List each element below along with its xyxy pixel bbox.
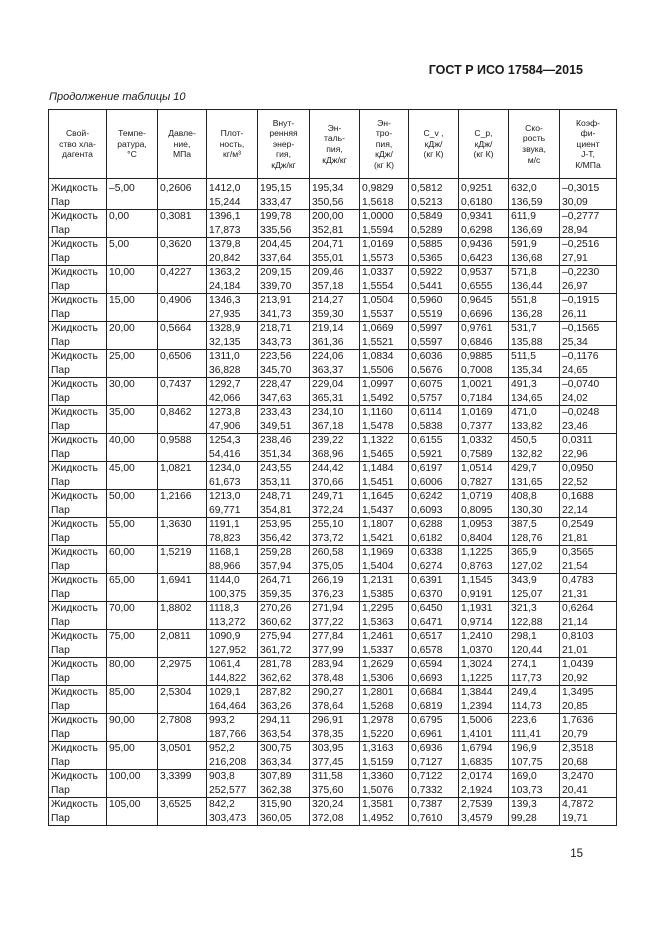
table-cell-cp: 1,0021 0,7184 — [459, 378, 509, 406]
table-cell-u: 233,43 349,51 — [258, 406, 310, 434]
table-cell-jt: –0,1565 25,34 — [560, 322, 617, 350]
table-cell-jt: –0,0248 23,46 — [560, 406, 617, 434]
table-cell-t: 10,00 — [107, 266, 158, 294]
table-cell-w: 429,7 131,65 — [509, 462, 560, 490]
table-cell-t: 55,00 — [107, 518, 158, 546]
table-cell-p: 1,2166 — [158, 490, 207, 518]
table-cell-t: 5,00 — [107, 238, 158, 266]
table-cell-w: 249,4 114,73 — [509, 686, 560, 714]
table-row — [49, 350, 617, 378]
table-cell-s: 1,2131 1,5385 — [360, 574, 409, 602]
table-cell-w: 571,8 136,44 — [509, 266, 560, 294]
table-row — [49, 742, 617, 770]
table-cell-t: 0,00 — [107, 210, 158, 238]
table-cell-jt: –0,1915 26,11 — [560, 294, 617, 322]
table-cell-cv: 0,6450 0,6471 — [409, 602, 459, 630]
table-cell-prop: Жидкость Пар — [49, 378, 107, 406]
table-cell-cp: 1,5006 1,4101 — [459, 714, 509, 742]
table-row — [49, 238, 617, 266]
table-cell-p: 3,0501 — [158, 742, 207, 770]
column-header: Внут- ренняя энер- гия, кДж/кг — [258, 110, 310, 179]
table-cell-p: 0,9588 — [158, 434, 207, 462]
table-cell-u: 228,47 347,63 — [258, 378, 310, 406]
table-cell-w: 591,9 136,68 — [509, 238, 560, 266]
table-cell-u: 270,26 360,62 — [258, 602, 310, 630]
table-cell-rho: 1029,1 164,464 — [207, 686, 258, 714]
table-cell-s: 1,0169 1,5573 — [360, 238, 409, 266]
table-cell-rho: 903,8 252,577 — [207, 770, 258, 798]
table-cell-prop: Жидкость Пар — [49, 742, 107, 770]
table-cell-jt: 1,0439 20,92 — [560, 658, 617, 686]
table-cell-cp: 1,0332 0,7589 — [459, 434, 509, 462]
table-cell-prop: Жидкость Пар — [49, 179, 107, 210]
table-cell-cp: 1,3024 1,1225 — [459, 658, 509, 686]
table-cell-cp: 0,9645 0,6696 — [459, 294, 509, 322]
table-cell-cv: 0,6594 0,6693 — [409, 658, 459, 686]
table-cell-jt: 3,2470 20,41 — [560, 770, 617, 798]
table-cell-t: 25,00 — [107, 350, 158, 378]
table-cell-cp: 2,7539 3,4579 — [459, 798, 509, 826]
table-cell-jt: 4,7872 19,71 — [560, 798, 617, 826]
table-cell-cp: 1,6794 1,6835 — [459, 742, 509, 770]
table-cell-cv: 0,5960 0,5519 — [409, 294, 459, 322]
table-cell-prop: Жидкость Пар — [49, 210, 107, 238]
table-cell-p: 0,7437 — [158, 378, 207, 406]
table-cell-u: 259,28 357,94 — [258, 546, 310, 574]
table-cell-cp: 0,9761 0,6846 — [459, 322, 509, 350]
table-cell-rho: 1379,8 20,842 — [207, 238, 258, 266]
table-cell-prop: Жидкость Пар — [49, 658, 107, 686]
table-row — [49, 179, 617, 210]
table-cell-h: 239,22 368,96 — [310, 434, 360, 462]
table-cell-u: 223,56 345,70 — [258, 350, 310, 378]
table-cell-h: 266,19 376,23 — [310, 574, 360, 602]
column-header: Свой- ство хла- дагента — [49, 110, 107, 179]
table-cell-w: 531,7 135,88 — [509, 322, 560, 350]
table-cell-cv: 0,5812 0,5213 — [409, 179, 459, 210]
table-cell-t: 70,00 — [107, 602, 158, 630]
table-body — [49, 179, 617, 826]
table-row — [49, 266, 617, 294]
table-cell-h: 200,00 352,81 — [310, 210, 360, 238]
table-cell-p: 0,4227 — [158, 266, 207, 294]
table-cell-jt: 0,8103 21,01 — [560, 630, 617, 658]
table-row — [49, 770, 617, 798]
table-cell-t: 15,00 — [107, 294, 158, 322]
table-row — [49, 294, 617, 322]
table-cell-rho: 1363,2 24,184 — [207, 266, 258, 294]
table-cell-cp: 0,9885 0,7008 — [459, 350, 509, 378]
table-cell-u: 209,15 339,70 — [258, 266, 310, 294]
table-cell-jt: 1,3495 20,85 — [560, 686, 617, 714]
table-header — [49, 110, 617, 179]
table-cell-rho: 1191,1 78,823 — [207, 518, 258, 546]
table-cell-cv: 0,5922 0,5441 — [409, 266, 459, 294]
table-cell-cv: 0,6036 0,5676 — [409, 350, 459, 378]
table-cell-cv: 0,6242 0,6093 — [409, 490, 459, 518]
table-row — [49, 658, 617, 686]
table-cell-cv: 0,5885 0,5365 — [409, 238, 459, 266]
table-cell-cv: 0,6684 0,6819 — [409, 686, 459, 714]
column-header: C_v , кДж/ (кг К) — [409, 110, 459, 179]
table-cell-h: 303,95 377,45 — [310, 742, 360, 770]
table-cell-p: 0,8462 — [158, 406, 207, 434]
table-cell-prop: Жидкость Пар — [49, 462, 107, 490]
table-cell-cv: 0,5997 0,5597 — [409, 322, 459, 350]
table-cell-p: 1,8802 — [158, 602, 207, 630]
table-cell-w: 223,6 111,41 — [509, 714, 560, 742]
table-cell-jt: 2,3518 20,68 — [560, 742, 617, 770]
table-cell-jt: 0,2549 21,81 — [560, 518, 617, 546]
table-cell-w: 139,3 99,28 — [509, 798, 560, 826]
thermo-properties-table — [48, 109, 617, 826]
table-cell-u: 281,78 362,62 — [258, 658, 310, 686]
table-cell-jt: 0,6264 21,14 — [560, 602, 617, 630]
page-number: 15 — [570, 848, 583, 860]
table-cell-jt: 0,0311 22,96 — [560, 434, 617, 462]
table-cell-p: 2,0811 — [158, 630, 207, 658]
table-cell-cp: 0,9341 0,6298 — [459, 210, 509, 238]
table-cell-w: 611,9 136,69 — [509, 210, 560, 238]
column-header: Ско- рость звука, м/с — [509, 110, 560, 179]
table-cell-h: 209,46 357,18 — [310, 266, 360, 294]
table-caption: Продолжение таблицы 10 — [49, 91, 186, 103]
table-row — [49, 546, 617, 574]
table-cell-cp: 0,9537 0,6555 — [459, 266, 509, 294]
table-row — [49, 518, 617, 546]
table-cell-w: 169,0 103,73 — [509, 770, 560, 798]
table-cell-u: 300,75 363,34 — [258, 742, 310, 770]
table-cell-cp: 1,0169 0,7377 — [459, 406, 509, 434]
table-cell-u: 307,89 362,38 — [258, 770, 310, 798]
table-cell-s: 1,1645 1,5437 — [360, 490, 409, 518]
table-cell-t: 90,00 — [107, 714, 158, 742]
table-cell-cp: 1,2410 1,0370 — [459, 630, 509, 658]
table-row — [49, 406, 617, 434]
table-cell-t: 65,00 — [107, 574, 158, 602]
table-cell-h: 204,71 355,01 — [310, 238, 360, 266]
table-cell-cv: 0,6114 0,5838 — [409, 406, 459, 434]
table-cell-prop: Жидкость Пар — [49, 322, 107, 350]
table-cell-prop: Жидкость Пар — [49, 546, 107, 574]
table-cell-rho: 1144,0 100,375 — [207, 574, 258, 602]
table-cell-p: 2,2975 — [158, 658, 207, 686]
table-cell-h: 195,34 350,56 — [310, 179, 360, 210]
table-cell-t: 20,00 — [107, 322, 158, 350]
column-header: Коэф- фи- циент J-T, К/МПа — [560, 110, 617, 179]
table-cell-w: 365,9 127,02 — [509, 546, 560, 574]
table-cell-rho: 1090,9 127,952 — [207, 630, 258, 658]
table-cell-u: 294,11 363,54 — [258, 714, 310, 742]
table-cell-h: 277,84 377,99 — [310, 630, 360, 658]
table-cell-t: 105,00 — [107, 798, 158, 826]
table-cell-rho: 1234,0 61,673 — [207, 462, 258, 490]
table-cell-cp: 2,0174 2,1924 — [459, 770, 509, 798]
table-cell-u: 204,45 337,64 — [258, 238, 310, 266]
table-cell-cv: 0,6391 0,6370 — [409, 574, 459, 602]
table-cell-rho: 1292,7 42,066 — [207, 378, 258, 406]
table-cell-prop: Жидкость Пар — [49, 770, 107, 798]
table-cell-prop: Жидкость Пар — [49, 686, 107, 714]
table-cell-w: 450,5 132,82 — [509, 434, 560, 462]
table-cell-s: 1,2801 1,5268 — [360, 686, 409, 714]
table-cell-cv: 0,6155 0,5921 — [409, 434, 459, 462]
table-cell-w: 387,5 128,76 — [509, 518, 560, 546]
table-cell-cv: 0,5849 0,5289 — [409, 210, 459, 238]
table-cell-rho: 1311,0 36,828 — [207, 350, 258, 378]
table-cell-rho: 1168,1 88,966 — [207, 546, 258, 574]
table-cell-prop: Жидкость Пар — [49, 490, 107, 518]
table-cell-u: 218,71 343,73 — [258, 322, 310, 350]
table-cell-cp: 0,9436 0,6423 — [459, 238, 509, 266]
table-cell-s: 1,3581 1,4952 — [360, 798, 409, 826]
table-cell-s: 1,0834 1,5506 — [360, 350, 409, 378]
table-row — [49, 490, 617, 518]
table-cell-s: 1,1484 1,5451 — [360, 462, 409, 490]
table-cell-s: 1,2295 1,5363 — [360, 602, 409, 630]
table-cell-s: 1,0337 1,5554 — [360, 266, 409, 294]
table-cell-p: 1,0821 — [158, 462, 207, 490]
table-cell-prop: Жидкость Пар — [49, 602, 107, 630]
table-cell-cp: 0,9251 0,6180 — [459, 179, 509, 210]
table-cell-p: 1,6941 — [158, 574, 207, 602]
column-header: Темпе- ратура, °С — [107, 110, 158, 179]
table-row — [49, 714, 617, 742]
table-cell-prop: Жидкость Пар — [49, 630, 107, 658]
table-cell-cv: 0,7122 0,7332 — [409, 770, 459, 798]
column-header: Эн- тро- пия, кДж/ (кг К) — [360, 110, 409, 179]
table-cell-t: 35,00 — [107, 406, 158, 434]
table-cell-s: 1,3360 1,5076 — [360, 770, 409, 798]
table-row — [49, 574, 617, 602]
table-cell-t: –5,00 — [107, 179, 158, 210]
table-cell-h: 296,91 378,35 — [310, 714, 360, 742]
table-cell-t: 30,00 — [107, 378, 158, 406]
table-cell-prop: Жидкость Пар — [49, 238, 107, 266]
table-cell-u: 287,82 363,26 — [258, 686, 310, 714]
table-row — [49, 434, 617, 462]
table-cell-t: 100,00 — [107, 770, 158, 798]
table-cell-s: 1,0669 1,5521 — [360, 322, 409, 350]
table-cell-t: 60,00 — [107, 546, 158, 574]
table-cell-h: 244,42 370,66 — [310, 462, 360, 490]
table-cell-s: 1,2461 1,5337 — [360, 630, 409, 658]
table-cell-w: 196,9 107,75 — [509, 742, 560, 770]
table-cell-s: 1,0000 1,5594 — [360, 210, 409, 238]
table-cell-u: 248,71 354,81 — [258, 490, 310, 518]
table-cell-p: 3,6525 — [158, 798, 207, 826]
table-cell-u: 195,15 333,47 — [258, 179, 310, 210]
table-row — [49, 630, 617, 658]
table-row — [49, 462, 617, 490]
table-cell-cp: 1,1225 0,8763 — [459, 546, 509, 574]
table-cell-jt: 1,7636 20,79 — [560, 714, 617, 742]
table-cell-p: 0,5664 — [158, 322, 207, 350]
table-cell-s: 1,1807 1,5421 — [360, 518, 409, 546]
table-row — [49, 322, 617, 350]
table-cell-h: 214,27 359,30 — [310, 294, 360, 322]
table-cell-w: 471,0 133,82 — [509, 406, 560, 434]
table-cell-rho: 1346,3 27,935 — [207, 294, 258, 322]
table-cell-rho: 1328,9 32,135 — [207, 322, 258, 350]
table-cell-w: 343,9 125,07 — [509, 574, 560, 602]
column-header: Плот- ность, кг/м³ — [207, 110, 258, 179]
table-cell-cp: 1,0953 0,8404 — [459, 518, 509, 546]
table-cell-s: 1,1160 1,5478 — [360, 406, 409, 434]
table-cell-s: 1,2978 1,5220 — [360, 714, 409, 742]
table-row — [49, 210, 617, 238]
table-cell-cv: 0,6075 0,5757 — [409, 378, 459, 406]
table-cell-w: 632,0 136,59 — [509, 179, 560, 210]
table-cell-s: 0,9829 1,5618 — [360, 179, 409, 210]
table-cell-u: 238,46 351,34 — [258, 434, 310, 462]
table-cell-jt: –0,0740 24,02 — [560, 378, 617, 406]
table-cell-u: 199,78 335,56 — [258, 210, 310, 238]
table-cell-prop: Жидкость Пар — [49, 350, 107, 378]
table-cell-p: 2,7808 — [158, 714, 207, 742]
table-cell-h: 224,06 363,37 — [310, 350, 360, 378]
table-cell-prop: Жидкость Пар — [49, 574, 107, 602]
table-cell-cp: 1,0514 0,7827 — [459, 462, 509, 490]
table-cell-u: 243,55 353,11 — [258, 462, 310, 490]
table-row — [49, 602, 617, 630]
table-cell-jt: 0,1688 22,14 — [560, 490, 617, 518]
table-cell-cv: 0,6197 0,6006 — [409, 462, 459, 490]
table-cell-w: 511,5 135,34 — [509, 350, 560, 378]
table-cell-rho: 1396,1 17,873 — [207, 210, 258, 238]
table-cell-p: 0,6506 — [158, 350, 207, 378]
table-cell-p: 0,3620 — [158, 238, 207, 266]
table-cell-h: 271,94 377,22 — [310, 602, 360, 630]
table-cell-prop: Жидкость Пар — [49, 406, 107, 434]
table-cell-s: 1,1322 1,5465 — [360, 434, 409, 462]
table-cell-t: 85,00 — [107, 686, 158, 714]
table-cell-t: 95,00 — [107, 742, 158, 770]
table-cell-p: 1,5219 — [158, 546, 207, 574]
table-cell-jt: –0,2230 26,97 — [560, 266, 617, 294]
table-cell-s: 1,0504 1,5537 — [360, 294, 409, 322]
table-cell-u: 213,91 341,73 — [258, 294, 310, 322]
table-cell-t: 40,00 — [107, 434, 158, 462]
table-cell-cp: 1,0719 0,8095 — [459, 490, 509, 518]
table-cell-w: 551,8 136,28 — [509, 294, 560, 322]
table-cell-p: 1,3630 — [158, 518, 207, 546]
table-cell-cv: 0,6517 0,6578 — [409, 630, 459, 658]
table-cell-cv: 0,7387 0,7610 — [409, 798, 459, 826]
table-cell-prop: Жидкость Пар — [49, 434, 107, 462]
table-cell-prop: Жидкость Пар — [49, 714, 107, 742]
column-header: C_p, кДж/ (кг К) — [459, 110, 509, 179]
table-cell-prop: Жидкость Пар — [49, 518, 107, 546]
table-cell-rho: 1213,0 69,771 — [207, 490, 258, 518]
table-cell-w: 321,3 122,88 — [509, 602, 560, 630]
table-cell-prop: Жидкость Пар — [49, 266, 107, 294]
table-row — [49, 686, 617, 714]
table-cell-jt: –0,1176 24,65 — [560, 350, 617, 378]
table-cell-jt: 0,4783 21,31 — [560, 574, 617, 602]
table-cell-cp: 1,3844 1,2394 — [459, 686, 509, 714]
table-cell-t: 80,00 — [107, 658, 158, 686]
table-cell-u: 275,94 361,72 — [258, 630, 310, 658]
table-cell-u: 315,90 360,05 — [258, 798, 310, 826]
table-cell-p: 3,3399 — [158, 770, 207, 798]
table-cell-cp: 1,1931 0,9714 — [459, 602, 509, 630]
table-cell-h: 260,58 375,05 — [310, 546, 360, 574]
table-cell-t: 50,00 — [107, 490, 158, 518]
table-cell-w: 408,8 130,30 — [509, 490, 560, 518]
table-cell-w: 274,1 117,73 — [509, 658, 560, 686]
table-cell-s: 1,3163 1,5159 — [360, 742, 409, 770]
table-cell-jt: –0,2516 27,91 — [560, 238, 617, 266]
table-cell-rho: 842,2 303,473 — [207, 798, 258, 826]
table-cell-h: 320,24 372,08 — [310, 798, 360, 826]
table-cell-prop: Жидкость Пар — [49, 798, 107, 826]
table-cell-rho: 1412,0 15,244 — [207, 179, 258, 210]
table-cell-h: 229,04 365,31 — [310, 378, 360, 406]
table-cell-rho: 1254,3 54,416 — [207, 434, 258, 462]
table-row — [49, 798, 617, 826]
table-cell-prop: Жидкость Пар — [49, 294, 107, 322]
table-cell-cv: 0,6288 0,6182 — [409, 518, 459, 546]
table-cell-cv: 0,6795 0,6961 — [409, 714, 459, 742]
table-cell-h: 249,71 372,24 — [310, 490, 360, 518]
table-cell-rho: 993,2 187,766 — [207, 714, 258, 742]
table-cell-t: 75,00 — [107, 630, 158, 658]
table-cell-s: 1,1969 1,5404 — [360, 546, 409, 574]
table-cell-h: 234,10 367,18 — [310, 406, 360, 434]
table-cell-w: 298,1 120,44 — [509, 630, 560, 658]
table-cell-p: 0,4906 — [158, 294, 207, 322]
table-cell-h: 283,94 378,48 — [310, 658, 360, 686]
table-row — [49, 378, 617, 406]
table-cell-cv: 0,6338 0,6274 — [409, 546, 459, 574]
table-cell-p: 0,3081 — [158, 210, 207, 238]
table-cell-p: 0,2606 — [158, 179, 207, 210]
table-cell-p: 2,5304 — [158, 686, 207, 714]
table-cell-rho: 952,2 216,208 — [207, 742, 258, 770]
table-cell-h: 311,58 375,60 — [310, 770, 360, 798]
table-cell-u: 264,71 359,35 — [258, 574, 310, 602]
document-code: ГОСТ Р ИСО 17584—2015 — [428, 63, 583, 77]
table-cell-jt: –0,3015 30,09 — [560, 179, 617, 210]
table-cell-s: 1,2629 1,5306 — [360, 658, 409, 686]
table-cell-h: 219,14 361,36 — [310, 322, 360, 350]
table-cell-s: 1,0997 1,5492 — [360, 378, 409, 406]
table-cell-rho: 1061,4 144,822 — [207, 658, 258, 686]
table-cell-h: 255,10 373,72 — [310, 518, 360, 546]
table-cell-rho: 1273,8 47,906 — [207, 406, 258, 434]
table-cell-jt: 0,0950 22,52 — [560, 462, 617, 490]
column-header: Эн- таль- пия, кДж/кг — [310, 110, 360, 179]
table-cell-jt: 0,3565 21,54 — [560, 546, 617, 574]
table-cell-u: 253,95 356,42 — [258, 518, 310, 546]
table-cell-t: 45,00 — [107, 462, 158, 490]
table-cell-rho: 1118,3 113,272 — [207, 602, 258, 630]
table-cell-h: 290,27 378,64 — [310, 686, 360, 714]
column-header: Давле- ние, МПа — [158, 110, 207, 179]
table-cell-w: 491,3 134,65 — [509, 378, 560, 406]
table-cell-cv: 0,6936 0,7127 — [409, 742, 459, 770]
table-cell-cp: 1,1545 0,9191 — [459, 574, 509, 602]
table-cell-jt: –0,2777 28,94 — [560, 210, 617, 238]
